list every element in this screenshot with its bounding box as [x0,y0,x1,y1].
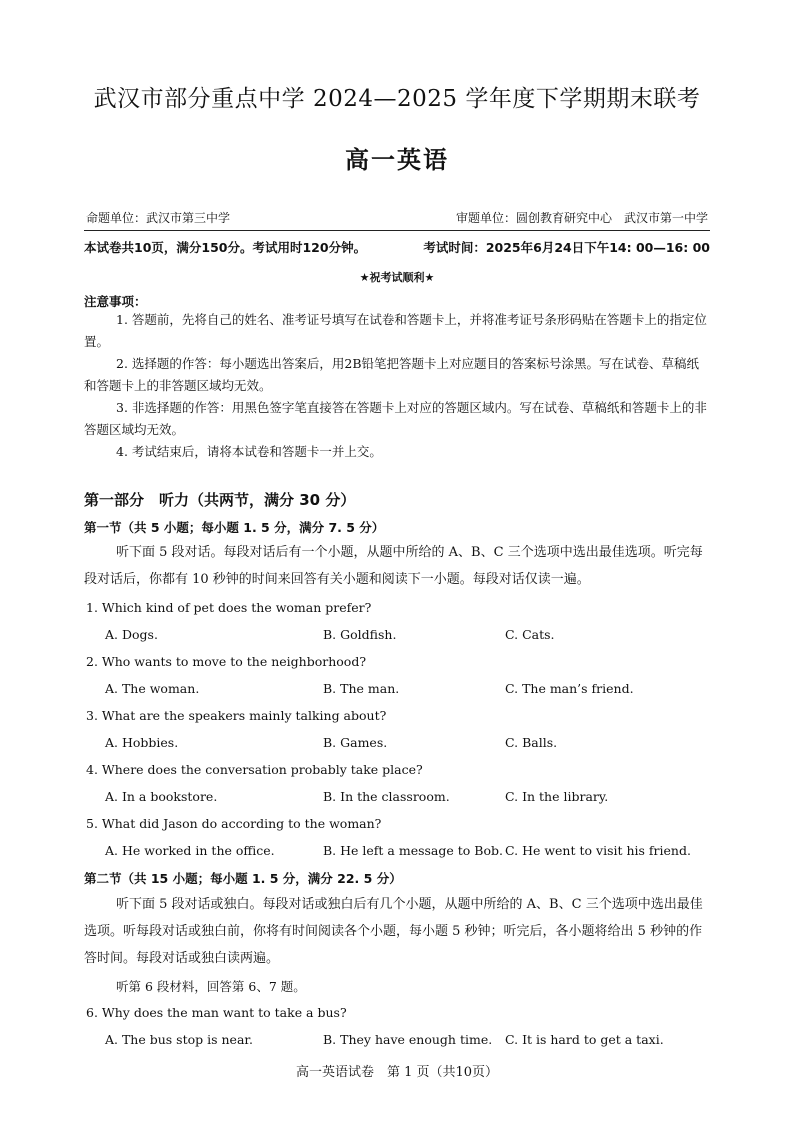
q3-option-a: A. Hobbies. [105,735,179,750]
q6-option-c: C. It is hard to get a taxi. [505,1032,664,1047]
q3-option-b: B. Games. [323,735,388,750]
material-note: 听第 6 段材料，回答第 6、7 题。 [116,979,306,994]
page-footer: 高一英语试卷 第 1 页（共10页） [295,1065,499,1080]
good-luck-banner: ★祝考试顺利★ [359,271,435,284]
note-item-2: 2. 选择题的作答：每小题选出答案后，用2B铅笔把答题卡上对应题目的答案标号涂黑。写在试卷、草稿纸和答题卡上的非答题区域均无效。 [84,356,700,393]
exam-subject: 高一英语 [345,146,449,174]
q2-option-b: B. The man. [323,681,400,696]
question-1: 1. Which kind of pet does the woman prefer? [86,600,372,615]
exam-time: 考试时间：2025年6月24日下午14: 00—16: 00 [423,240,710,255]
q5-option-a: A. He worked in the office. [105,843,275,858]
question-4: 4. Where does the conversation probably take place? [86,762,423,777]
exam-info: 本试卷共10页，满分150分。考试用时120分钟。 [84,240,367,255]
q4-option-b: B. In the classroom. [323,789,450,804]
question-6: 6. Why does the man want to take a bus? [86,1005,347,1020]
reviewer-line: 审题单位：圆创教育研究中心 武汉市第一中学 [455,211,708,225]
section1-title: 第一节（共 5 小题；每小题 1. 5 分，满分 7. 5 分） [84,520,385,535]
question-3: 3. What are the speakers mainly talking about? [86,708,387,723]
part1-title: 第一部分 听力（共两节，满分 30 分） [84,491,356,509]
q1-option-c: C. Cats. [505,627,555,642]
q5-option-b: B. He left a message to Bob. [323,843,503,858]
q3-option-c: C. Balls. [505,735,558,750]
section2-instructions: 听下面 5 段对话或独白。每段对话或独白后有几个小题，从题中所给的 A、B、C 三个选项中选出最佳选项。听每段对话或独白前，你将有时间阅读各个小题，每小题 5 秒钟；听完后，各小题将给出 5 秒钟的作答时间。每段对话或独白读两遍。 [84,897,703,966]
section2-title: 第二节（共 15 小题；每小题 1. 5 分，满分 22. 5 分） [84,871,402,886]
note-item-4: 4. 考试结束后，请将本试卷和答题卡一并上交。 [116,444,382,459]
q1-option-b: B. Goldfish. [323,627,397,642]
question-2: 2. Who wants to move to the neighborhood? [86,654,367,669]
header-divider [84,230,710,231]
q2-option-a: A. The woman. [105,681,200,696]
q2-option-c: C. The man’s friend. [505,681,634,696]
q1-option-a: A. Dogs. [105,627,158,642]
q6-option-a: A. The bus stop is near. [105,1032,253,1047]
proposer-line: 命题单位：武汉市第三中学 [86,211,231,225]
q5-option-c: C. He went to visit his friend. [505,843,691,858]
exam-title: 武汉市部分重点中学 2024—2025 学年度下学期期末联考 [93,86,701,112]
q4-option-a: A. In a bookstore. [105,789,218,804]
note-item-1: 1. 答题前，先将自己的姓名、准考证号填写在试卷和答题卡上，并将准考证号条形码贴在答题卡上的指定位置。 [84,312,707,349]
note-item-3: 3. 非选择题的作答：用黑色签字笔直接答在答题卡上对应的答题区域内。写在试卷、草稿纸和答题卡上的非答题区域均无效。 [84,400,707,437]
section1-instructions: 听下面 5 段对话。每段对话后有一个小题，从题中所给的 A、B、C 三个选项中选出最佳选项。听完每段对话后，你都有 10 秒钟的时间来回答有关小题和阅读下一小题。每段对话仅读一遍。 [84,545,703,587]
q6-option-b: B. They have enough time. [323,1032,493,1047]
question-5: 5. What did Jason do according to the woman? [86,816,382,831]
notes-title: 注意事项： [84,294,147,309]
q4-option-c: C. In the library. [505,789,609,804]
